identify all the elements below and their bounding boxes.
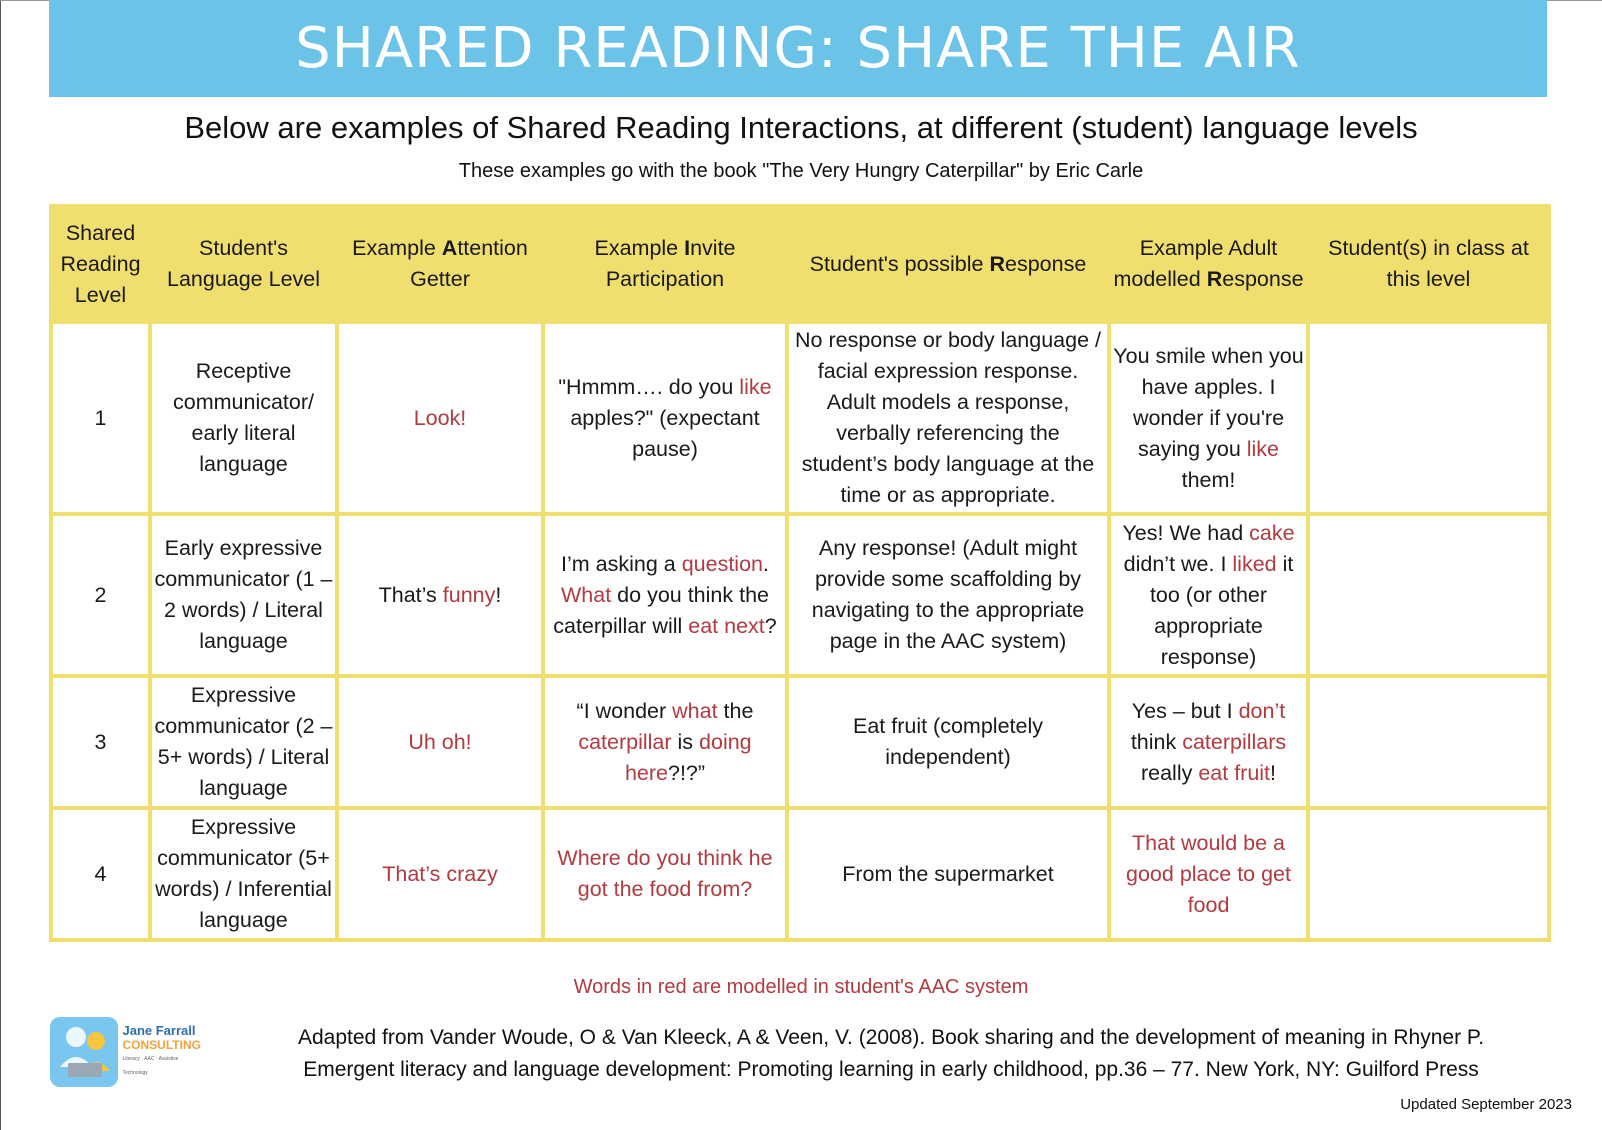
cell-response: Any response! (Adult might provide some scaffolding by navigating to the appropriate page in the AAC system) xyxy=(787,514,1109,676)
cell-response: No response or body language / facial expression response. Adult models a response, verbally referencing the student’s body language at the time or as appropriate. xyxy=(787,322,1109,514)
header-level: Shared Reading Level xyxy=(51,206,150,322)
cell-attention: Look! xyxy=(337,322,543,514)
cell-attention: That’s funny! xyxy=(337,514,543,676)
logo-name: Jane Farrall xyxy=(122,1023,196,1038)
cell-invite: I’m asking a question. What do you think the caterpillar will eat next? xyxy=(543,514,787,676)
header-adult-response: Example Adult modelled Response xyxy=(1109,206,1308,322)
jane-farrall-logo xyxy=(50,1015,202,1089)
header-invite: Example Invite Participation xyxy=(543,206,787,322)
shared-reading-table xyxy=(49,204,1551,942)
cell-students[interactable] xyxy=(1308,322,1549,514)
cell-level: 3 xyxy=(51,676,150,808)
cell-invite: "Hmmm…. do you like apples?" (expectant pause) xyxy=(543,322,787,514)
citation xyxy=(220,1022,1562,1086)
cell-adult-response: That would be a good place to get food xyxy=(1109,808,1308,940)
cell-level: 2 xyxy=(51,514,150,676)
updated-date: Updated September 2023 xyxy=(1400,1096,1572,1113)
cell-adult-response: Yes – but I don’t think caterpillars really eat fruit! xyxy=(1109,676,1308,808)
logo-subtitle: CONSULTING xyxy=(122,1038,201,1052)
cell-adult-response: Yes! We had cake didn’t we. I liked it too (or other appropriate response) xyxy=(1109,514,1308,676)
cell-students[interactable] xyxy=(1308,808,1549,940)
cell-attention: That’s crazy xyxy=(337,808,543,940)
header-students: Student(s) in class at this level xyxy=(1308,206,1549,322)
cell-language: Expressive communicator (5+ words) / Inferential language xyxy=(150,808,337,940)
cell-level: 1 xyxy=(51,322,150,514)
cell-students[interactable] xyxy=(1308,676,1549,808)
page-title: SHARED READING: SHARE THE AIR xyxy=(295,16,1301,81)
cell-response: From the supermarket xyxy=(787,808,1109,940)
header-response: Student's possible Response xyxy=(787,206,1109,322)
cell-language: Receptive communicator/ early literal language xyxy=(150,322,337,514)
table-row xyxy=(51,514,1549,676)
cell-response: Eat fruit (completely independent) xyxy=(787,676,1109,808)
header-language: Student's Language Level xyxy=(150,206,337,322)
citation-line: Emergent literacy and language development: Promoting learning in early childhood, pp.36 – 77. New York, NY: Guilford Press xyxy=(303,1058,1479,1081)
cell-invite: “I wonder what the caterpillar is doing here?!?” xyxy=(543,676,787,808)
cell-invite: Where do you think he got the food from? xyxy=(543,808,787,940)
table-header-row xyxy=(51,206,1549,322)
logo-tagline: Literacy · AAC · Assistive Technology xyxy=(122,1056,179,1076)
cell-attention: Uh oh! xyxy=(337,676,543,808)
table-row xyxy=(51,322,1549,514)
cell-language: Early expressive communicator (1 – 2 words) / Literal language xyxy=(150,514,337,676)
cell-language: Expressive communicator (2 – 5+ words) / Literal language xyxy=(150,676,337,808)
header-attention: Example Attention Getter xyxy=(337,206,543,322)
book-note: These examples go with the book "The Very Hungry Caterpillar" by Eric Carle xyxy=(458,160,1144,182)
red-words-legend: Words in red are modelled in student's AAC system xyxy=(573,976,1029,998)
cell-adult-response: You smile when you have apples. I wonder if you're saying you like them! xyxy=(1109,322,1308,514)
cell-students[interactable] xyxy=(1308,514,1549,676)
citation-line: Adapted from Vander Woude, O & Van Kleeck, A & Veen, V. (2008). Book sharing and the development of meaning in Rhyner P. xyxy=(297,1026,1485,1049)
cell-level: 4 xyxy=(51,808,150,940)
logo-people-icon xyxy=(50,1017,118,1087)
page-subtitle: Below are examples of Shared Reading Interactions, at different (student) language levels xyxy=(184,110,1418,145)
table-row xyxy=(51,808,1549,940)
title-banner xyxy=(49,0,1547,97)
table-row xyxy=(51,676,1549,808)
